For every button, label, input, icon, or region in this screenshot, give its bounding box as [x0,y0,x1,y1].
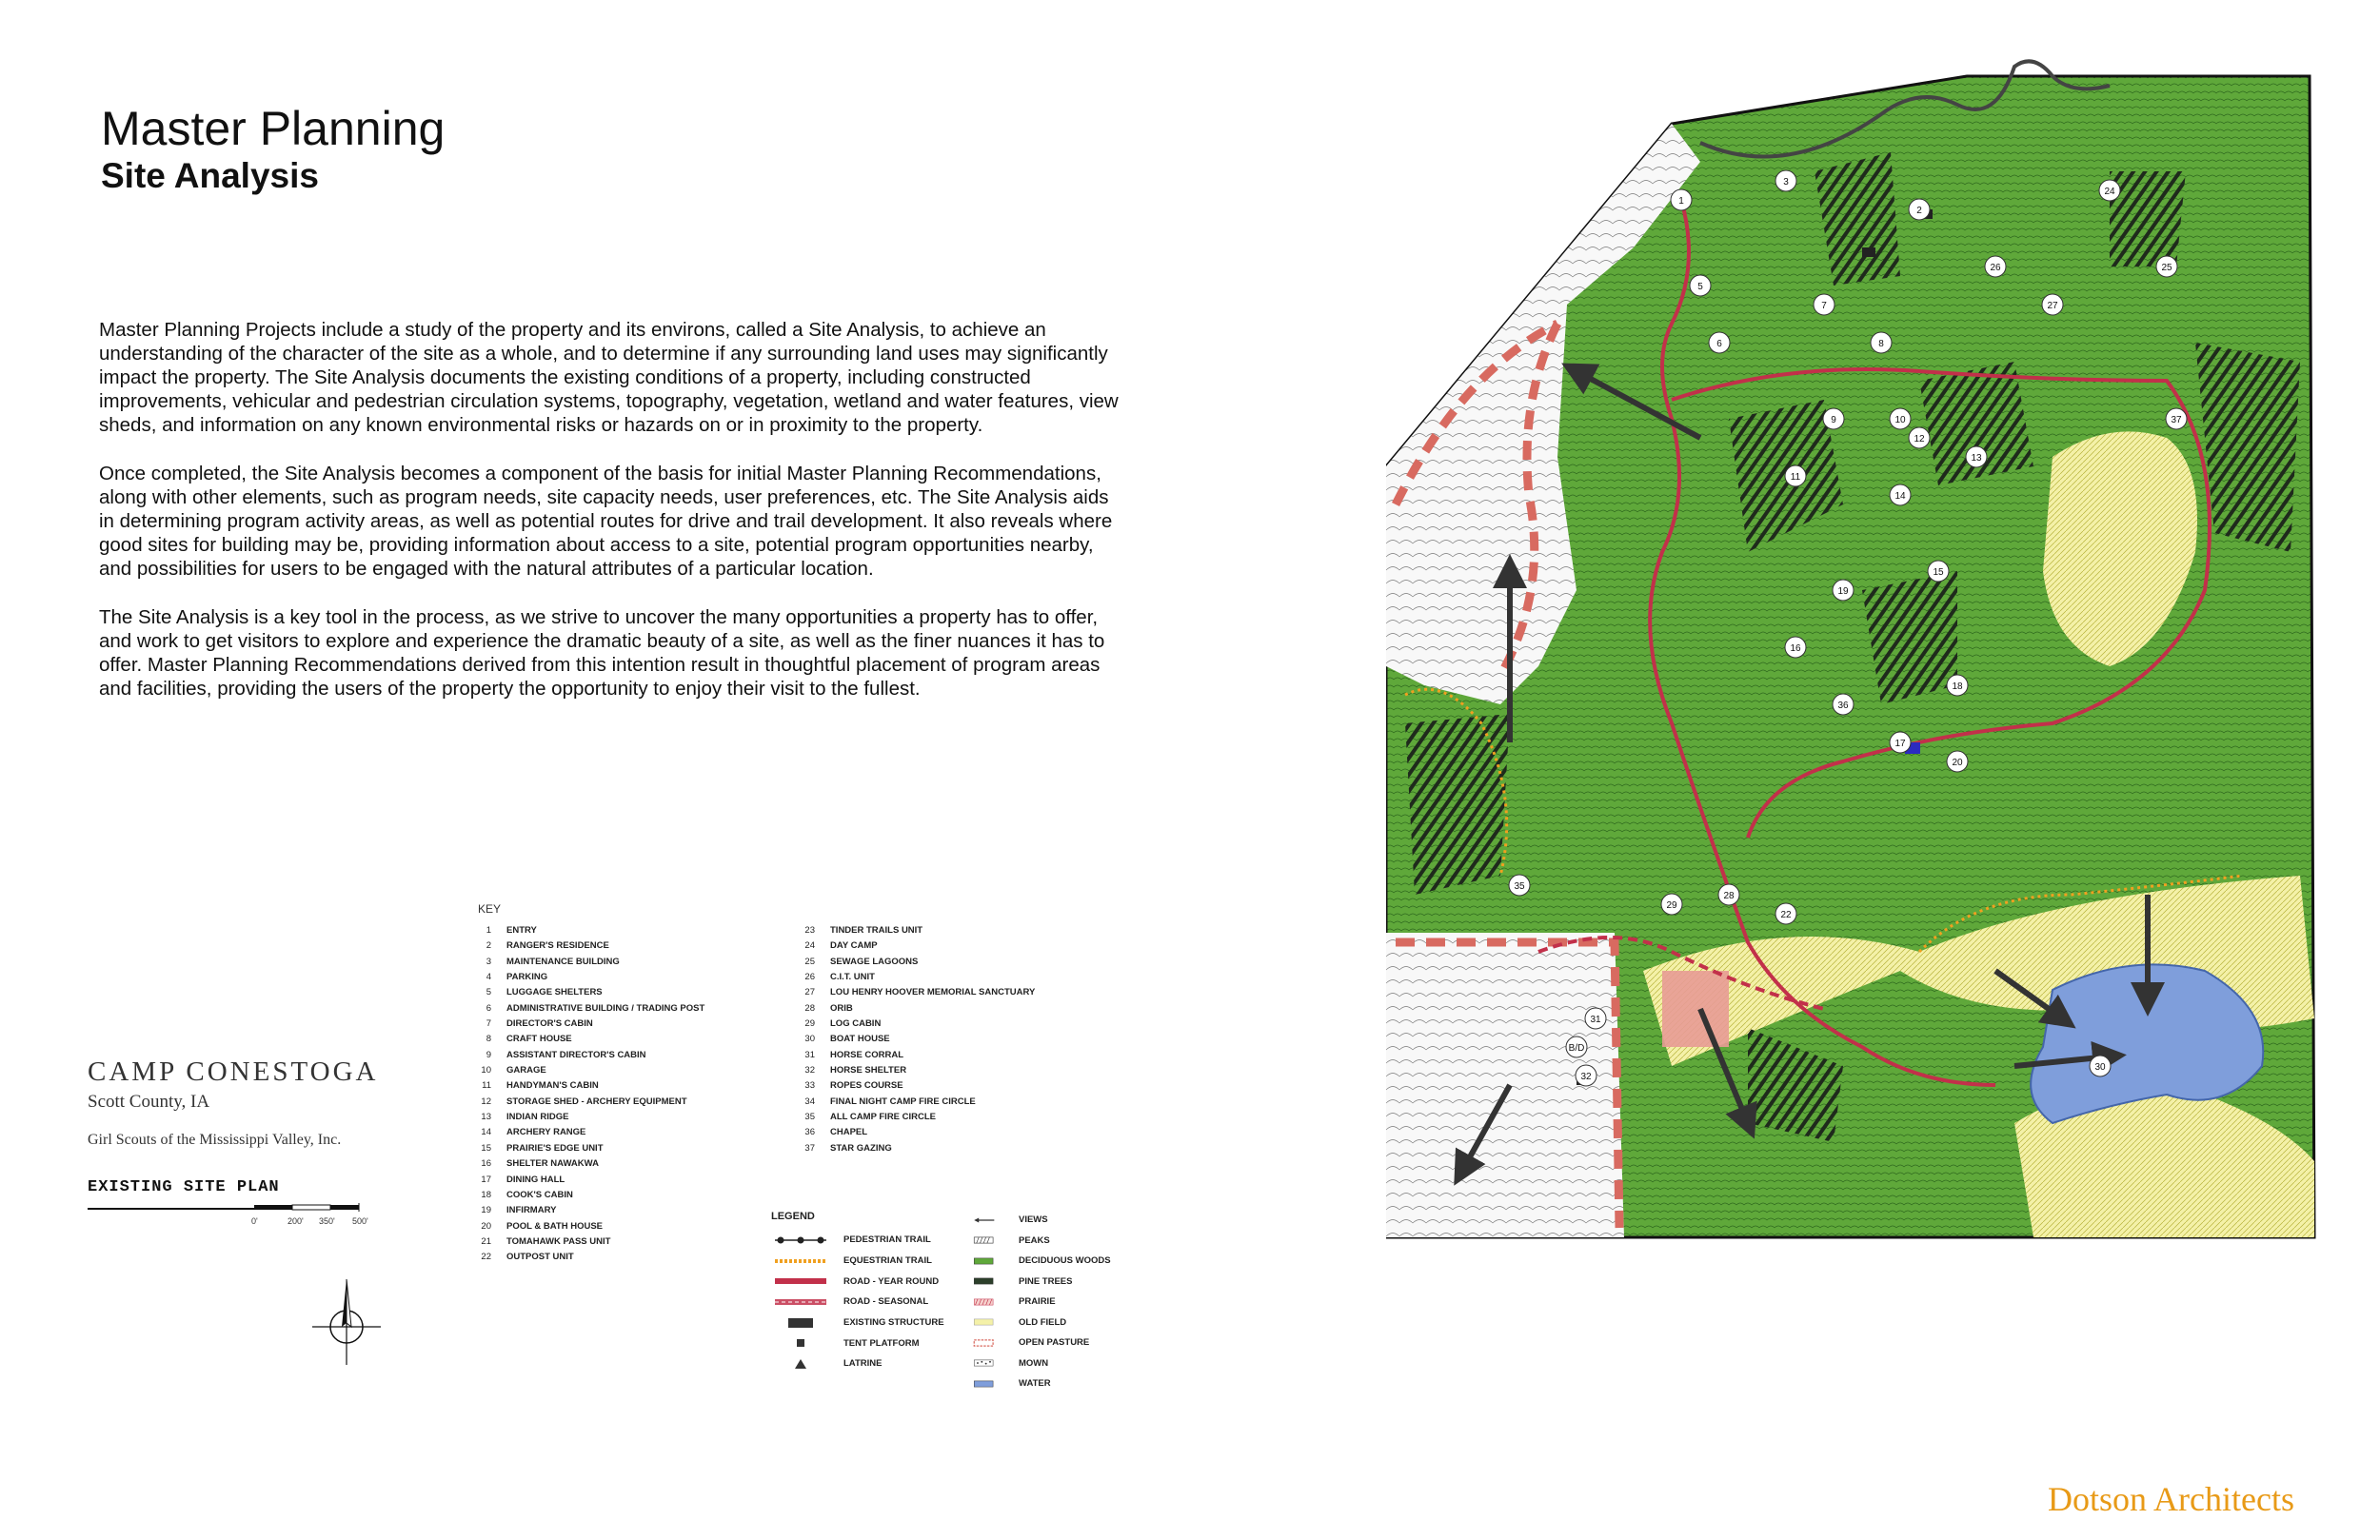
key-item [781,972,1035,987]
map-label: 30 [2094,1062,2106,1073]
key-title: KEY [478,902,502,916]
key-item-label: HORSE SHELTER [830,1065,907,1076]
map-label: 20 [1952,758,1963,768]
green-fill-icon [973,1255,1007,1267]
key-item [781,1127,1035,1142]
key-item-number: 21 [481,1235,491,1247]
legend-item-label: WATER [1019,1378,1051,1390]
key-item-label: SEWAGE LAGOONS [830,956,919,967]
key-item-label: HANDYMAN'S CABIN [506,1080,599,1092]
legend-item-label: ROAD - YEAR ROUND [843,1275,940,1287]
key-item-number: 5 [486,987,491,998]
legend-item [773,1251,944,1272]
key-item [457,1236,704,1252]
key-item-label: CRAFT HOUSE [506,1034,572,1045]
orange-dotted-line-icon [773,1255,828,1267]
key-item-label: ROPES COURSE [830,1080,903,1092]
legend-item-label: ROAD - SEASONAL [843,1296,929,1308]
key-item [781,925,1035,940]
key-item-label: SHELTER NAWAKWA [506,1158,599,1170]
legend-item [973,1292,1111,1313]
key-item-number: 23 [804,925,815,936]
legend-item [973,1210,1111,1231]
legend-title: LEGEND [771,1211,815,1222]
legend-item-label: TENT PLATFORM [843,1337,920,1349]
key-item-label: GARAGE [506,1065,546,1076]
key-item [457,1175,704,1190]
key-item [457,1252,704,1267]
key-item-number: 27 [804,987,815,998]
key-item [781,1034,1035,1049]
camp-county: Scott County, IA [88,1092,210,1112]
blue-fill-icon [973,1378,1007,1390]
map-label: 11 [1790,472,1801,483]
map-label: 31 [1590,1015,1601,1025]
legend-list-right [973,1210,1111,1394]
structure-2 [1862,247,1875,257]
key-list-1 [457,925,704,1268]
key-item [457,1190,704,1205]
site-map [1386,57,2319,1275]
key-item-number: 16 [481,1158,491,1170]
key-item-number: 9 [486,1049,491,1060]
key-item [781,1112,1035,1127]
firm-name: Dotson Architects [2048,1480,2294,1518]
key-item [457,1221,704,1236]
legend-item [773,1333,944,1353]
pine-stand-3 [1405,714,1510,895]
hatch-icon [973,1234,1007,1246]
key-item-label: OUTPOST UNIT [506,1252,574,1263]
legend-item [973,1231,1111,1252]
legend-item-label: OLD FIELD [1019,1316,1067,1328]
legend-item-label: VIEWS [1019,1214,1048,1226]
key-item-label: RANGER'S RESIDENCE [506,940,609,952]
page-title: Master Planning [101,102,446,155]
key-item [457,940,704,956]
dot-dash-line-icon [773,1234,828,1246]
legend-item [973,1251,1111,1272]
key-item [457,1112,704,1127]
key-item-number: 24 [804,940,815,952]
key-item-number: 6 [486,1002,491,1014]
legend-item-label: OPEN PASTURE [1019,1337,1090,1349]
key-item-label: LUGGAGE SHELTERS [506,987,603,998]
legend-item [973,1272,1111,1293]
key-item-number: 32 [804,1065,815,1076]
legend-item [773,1230,944,1251]
key-item [457,972,704,987]
key-item [457,1065,704,1080]
scale-label-500: 500' [352,1216,368,1226]
key-item-number: 25 [804,956,815,967]
key-item [457,1205,704,1220]
map-label: 9 [1831,415,1836,425]
map-label: 10 [1894,415,1906,425]
key-item-number: 3 [486,956,491,967]
red-dashed-box-icon [973,1337,1007,1349]
key-item [781,1050,1035,1065]
key-item-label: C.I.T. UNIT [830,972,875,983]
key-item-label: LOG CABIN [830,1018,882,1030]
key-item [457,1080,704,1096]
key-item [781,1080,1035,1096]
key-item-label: DINING HALL [506,1174,565,1185]
key-item-label: ARCHERY RANGE [506,1127,586,1138]
legend-list-left [773,1230,944,1374]
key-item-label: POOL & BATH HOUSE [506,1220,603,1232]
key-item [781,1003,1035,1018]
key-item-number: 34 [804,1096,815,1107]
legend-item [773,1292,944,1313]
legend-item-label: EQUESTRIAN TRAIL [843,1255,932,1267]
legend-item-label: PRAIRIE [1019,1296,1056,1308]
map-label: 12 [1914,434,1925,444]
key-item-number: 7 [486,1018,491,1030]
key-item [457,1034,704,1049]
key-item-number: 18 [481,1189,491,1200]
key-list-2 [781,925,1035,1158]
key-item-number: 2 [486,940,491,952]
key-item [781,1096,1035,1112]
key-item-label: DIRECTOR'S CABIN [506,1018,593,1030]
key-item-label: TINDER TRAILS UNIT [830,925,923,936]
legend-item-label: DECIDUOUS WOODS [1019,1255,1111,1267]
key-item [457,1003,704,1018]
key-item [781,957,1035,972]
map-label: 2 [1916,206,1922,216]
yellow-fill-icon [973,1316,1007,1328]
map-label: 3 [1783,177,1789,188]
map-label: 26 [1990,263,2001,273]
camp-title-block [88,1056,378,1149]
legend-item [773,1271,944,1292]
description-paragraph-1: Master Planning Projects include a study of the property and its environs, called a Site Analysis, to achieve an understanding of the character of the site as a whole, and to determine if any surrounding land uses may significantly impact the property. The Site Analysis documents the existing conditions of a property, including constructed improvements, vehicular and pedestrian circulation systems, topography, vegetation, wetland and water features, view sheds, and information on any known environmental risks or hazards on or in proximity to the property. [99,319,1119,436]
key-item-number: 31 [804,1049,815,1060]
key-item-label: STORAGE SHED - ARCHERY EQUIPMENT [506,1096,687,1107]
map-label: B/D [1568,1043,1585,1054]
key-item [457,957,704,972]
description-paragraph-3: The Site Analysis is a key tool in the process, as we strive to uncover the many opportunities a property has to offer, and work to get visitors to explore and experience the dramatic beauty of a site, as well as the finer nuances it has to offer. Master Planning Recommendations derived from this intention result in thoughtful placement of program areas and facilities, providing the users of the property the opportunity to enjoy their visit to the fullest. [99,606,1105,700]
dotted-fill-icon [973,1357,1007,1369]
scale-label-350: 350' [319,1216,335,1226]
key-item-label: INFIRMARY [506,1205,557,1216]
map-label: 35 [1514,881,1525,892]
map-label: 29 [1666,900,1677,911]
key-item-label: ENTRY [506,925,537,936]
map-label: 14 [1894,491,1906,502]
camp-org: Girl Scouts of the Mississippi Valley, Inc. [88,1132,342,1148]
key-item-number: 10 [481,1065,491,1076]
map-label: 1 [1678,196,1684,207]
red-hatch-icon [973,1296,1007,1308]
key-item-label: ALL CAMP FIRE CIRCLE [830,1112,937,1123]
map-label: 28 [1723,891,1735,901]
key-item-number: 15 [481,1142,491,1154]
key-item [457,925,704,940]
map-label: 24 [2104,187,2115,197]
arrow-icon [973,1214,1007,1226]
legend-item-label: PEDESTRIAN TRAIL [843,1234,931,1246]
red-dashed-road-icon [773,1296,828,1308]
key-item-number: 11 [482,1080,491,1092]
map-label: 36 [1837,701,1849,711]
key-item-number: 37 [804,1142,815,1154]
key-item-label: CHAPEL [830,1127,868,1138]
legend-item-label: LATRINE [843,1358,883,1370]
key-item-number: 12 [481,1096,491,1107]
page-subtitle: Site Analysis [101,156,319,195]
map-label: 25 [2161,263,2172,273]
key-item [781,987,1035,1002]
key-item-number: 28 [804,1002,815,1014]
legend-item [773,1313,944,1333]
legend-item-label: EXISTING STRUCTURE [843,1317,944,1329]
key-item-number: 22 [481,1252,491,1263]
map-label: 19 [1837,586,1849,597]
key-item-number: 33 [804,1080,815,1092]
key-item-label: MAINTENANCE BUILDING [506,956,620,967]
map-label: 32 [1580,1072,1592,1082]
legend-item [973,1333,1111,1353]
key-item-number: 17 [481,1174,491,1185]
map-label: 18 [1952,681,1963,692]
map-label: 37 [2171,415,2182,425]
legend-item-label: PEAKS [1019,1234,1050,1246]
key-item-label: HORSE CORRAL [830,1049,904,1060]
key-item [457,1050,704,1065]
key-item-number: 4 [486,972,491,983]
dark-green-fill-icon [973,1275,1007,1287]
map-label: 27 [2047,301,2058,311]
key-item-label: LOU HENRY HOOVER MEMORIAL SANCTUARY [830,987,1036,998]
scale-label-200: 200' [288,1216,304,1226]
black-triangle-icon [773,1358,828,1370]
key-item-label: TOMAHAWK PASS UNIT [506,1235,611,1247]
key-item [781,940,1035,956]
map-label: 7 [1821,301,1827,311]
prairie [1662,971,1729,1047]
key-item-label: STAR GAZING [830,1142,892,1154]
key-item [457,1096,704,1112]
red-solid-road-icon [773,1275,828,1287]
key-item [781,1065,1035,1080]
description [99,318,1127,725]
key-item [457,1127,704,1142]
key-item-label: FINAL NIGHT CAMP FIRE CIRCLE [830,1096,976,1107]
key-item-label: ORIB [830,1002,853,1014]
legend-item-label: MOWN [1019,1357,1049,1369]
key-item-number: 26 [804,972,815,983]
key-item [781,1143,1035,1158]
key-item [457,1158,704,1174]
key-item [457,987,704,1002]
pine-stand-6 [2110,171,2186,267]
key-item-number: 35 [804,1112,815,1123]
key-item-label: INDIAN RIDGE [506,1112,569,1123]
map-label: 8 [1878,339,1884,349]
map-label: 22 [1780,910,1792,920]
black-rectangle-icon [773,1317,828,1329]
key-item-label: ASSISTANT DIRECTOR'S CABIN [506,1049,646,1060]
black-square-icon [773,1337,828,1349]
key-item-number: 29 [804,1018,815,1030]
key-item-number: 14 [481,1127,491,1138]
map-label: 15 [1933,567,1944,578]
map-label: 17 [1894,739,1906,749]
scale-bar [88,1197,392,1235]
key-item-label: COOK'S CABIN [506,1189,573,1200]
map-label: 16 [1790,643,1801,654]
legend-item [973,1373,1111,1394]
key-item-label: BOAT HOUSE [830,1034,890,1045]
key-item-number: 8 [486,1034,491,1045]
map-label: 13 [1971,453,1982,464]
legend-item [973,1313,1111,1333]
key-item [457,1143,704,1158]
north-arrow-icon [310,1277,383,1365]
key-item [457,1018,704,1034]
key-item-number: 1 [486,925,491,936]
key-item-number: 13 [481,1112,491,1123]
legend-item [773,1353,944,1374]
map-label: 6 [1716,339,1722,349]
key-item-label: DAY CAMP [830,940,878,952]
camp-name: CAMP CONESTOGA [88,1056,379,1087]
key-item-number: 30 [804,1034,815,1045]
key-item-label: ADMINISTRATIVE BUILDING / TRADING POST [506,1002,705,1014]
key-item-label: PRAIRIE'S EDGE UNIT [506,1142,604,1154]
legend-item [973,1353,1111,1374]
scale-label-0: 0' [251,1216,258,1226]
key-item [781,1018,1035,1034]
map-label: 5 [1697,282,1703,292]
plan-label: EXISTING SITE PLAN [88,1178,280,1196]
description-paragraph-2: Once completed, the Site Analysis becomes a component of the basis for initial Master Planning Recommendations, along with other elements, such as program needs, site capacity needs, user preferences, etc. The Site Analysis aids in determining program activity areas, as well as potential routes for drive and trail development. It also reveals where good sites for building may be, providing information about access to a site, potential program opportunities nearby, and possibilities for users to be engaged with the natural attributes of a particular location. [99,463,1113,580]
key-item-label: PARKING [506,972,548,983]
key-item-number: 19 [481,1205,491,1216]
key-item-number: 36 [804,1127,815,1138]
legend-item-label: PINE TREES [1019,1275,1073,1287]
key-item-number: 20 [481,1220,491,1232]
